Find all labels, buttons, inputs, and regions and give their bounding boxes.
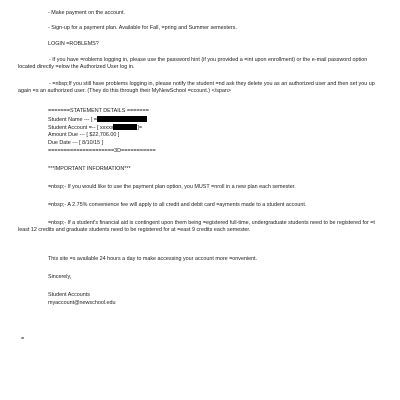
student-name-label: Student Name --- [ = [48,117,97,123]
redaction-bar [113,124,137,130]
item-signup-payment-plan: - Sign-up for a payment plan. Available for Fall, =pring and Summer semesters. [48,25,237,31]
important-note-financial-aid: =nbsp;- If a student's financial aid is contingent upon them being =egistered full-time, undergraduate students need to be registered for =t least 12 credits and graduate students need to be registered for at =east 9 credits each semester. [18,220,375,233]
important-information-heading: ***IMPORTANT INFORMATION*** [48,166,131,172]
login-problems-heading: LOGIN =ROBLEMS? [48,41,99,47]
signature-email: myaccount@newschool.edu [48,300,116,306]
student-account-row [48,124,142,132]
login-help-paragraph-2: - =nbsp;If you still have problems logging in, please notify the student =nd ask they delete you as an authorized user and then set you up again =s an authorized user. (They do this through their MyNewSchool =ccount.) </span> [18,81,375,94]
redaction-bar [97,116,147,122]
important-note-payment-plan: =nbsp;- If you would like to use the payment plan option, you MUST =nroll in a new plan each semester. [48,184,296,190]
login-help-paragraph-1: - If you have =roblems logging in, please use the password hint (if you provided a =int upon enrollment) or the e-mail password option located directly =elow the Authorized User log in. [18,57,368,70]
trailing-encoding-mark: = [21,336,25,342]
amount-due-row: Amount Due --- [ $22,706.00 ] [48,132,120,138]
important-note-convenience-fee: =nbsp;- A 2.75% convenience fee will apply to all credit and debit card =ayments made to a student account. [48,202,307,208]
closing-salutation: Sincerely, [48,274,72,280]
student-account-label: Student Account =-- [ xxxxx [48,125,114,131]
item-make-payment: - Make payment on the account. [48,10,126,16]
availability-note: This site =s available 24 hours a day to make accessing your account more =onvenient. [48,256,258,262]
student-account-suffix: ]= [137,125,143,131]
statement-details-footer: =====================3D=========== [48,148,156,154]
signature-name: Student Accounts [48,292,90,298]
student-name-row [48,116,147,124]
statement-details-header: =======STATEMENT DETAILS ======= [48,108,149,114]
due-date-row: Due Date --- [ 8/10/15 ] [48,140,104,146]
